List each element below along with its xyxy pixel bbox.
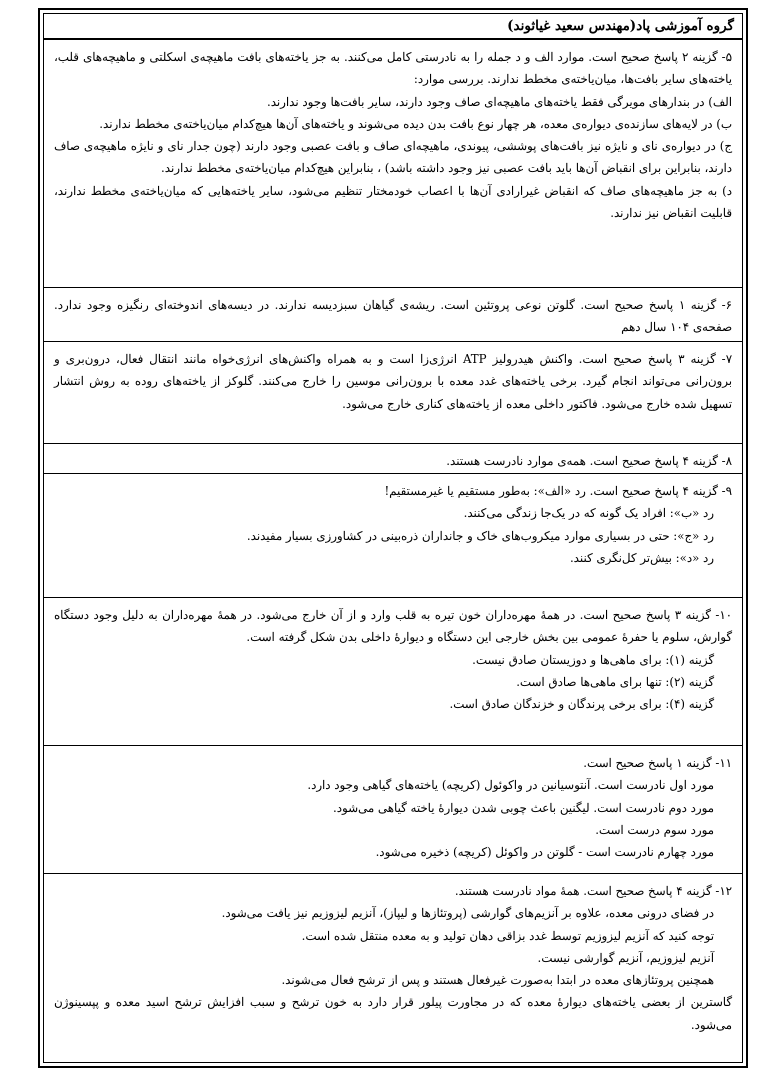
answer-9-title: ۹- گزینه ۴ پاسخ صحیح است. رد «الف»: به‌طور مستقیم یا غیرمستقیم! bbox=[384, 484, 732, 498]
answer-10 bbox=[44, 598, 742, 746]
page bbox=[38, 8, 748, 1068]
answer-10-text: ۱۰- گزینه ۳ پاسخ صحیح است. در همهٔ مهره‌داران خون تیره به قلب وارد و از آن خارج می‌شود. در همهٔ مهره‌داران به دلیل وجود دستگاه گوارش، سلوم یا حفرهٔ عمومی بین بخش خارجی این دستگاه و دیوارهٔ داخلی بدن شکل گرفته است. bbox=[54, 608, 732, 645]
page-frame bbox=[43, 13, 743, 1063]
answer-7-text: ۷- گزینه ۳ پاسخ صحیح است. واکنش هیدرولیز ATP انرژی‌زا است و به همراه واکنش‌های انرژی‌خواه مانند انتقال فعال، درون‌بری و برون‌رانی می‌تواند انجام گیرد. برخی یاخته‌های غدد معده با برون‌رانی موسین را خارج می‌کنند. گلوکز از یاخته‌های روده به روش انتشار تسهیل شده خارج می‌شود. فاکتور داخلی معده از یاخته‌های کناری خارج می‌شود. bbox=[54, 352, 733, 411]
answer-11-title: ۱۱- گزینه ۱ پاسخ صحیح است. bbox=[583, 756, 732, 770]
answer-8 bbox=[44, 444, 742, 474]
answer-12-item: گاسترین از بعضی یاخته‌های دیوارهٔ معده که در مجاورت پیلور قرار دارد به خون ترشح و سبب افزایش ترشح اسید معده و پپسینوژن می‌شود. bbox=[54, 995, 732, 1032]
answer-12 bbox=[44, 874, 742, 1042]
answer-5-item-dal: د) به جز ماهیچه‌های صاف که انقباض غیرارادی آن‌ها با اعصاب خودمختار تنظیم می‌شود، سایر یاخته‌هایی که میان‌یاخته‌ی مخطط ندارند، قابلیت انقباض نیز ندارند. bbox=[54, 183, 732, 221]
page-header bbox=[44, 14, 742, 40]
answer-9-item: رد «ب»: افراد یک گونه که در یک‌جا زندگی می‌کنند. bbox=[463, 506, 714, 521]
answer-12-item: در فضای درونی معده، علاوه بر آنزیم‌های گوارشی (پروتئازها و لیپاز)، آنزیم لیزوزیم نیز یافت می‌شود. bbox=[221, 906, 714, 921]
answer-7 bbox=[44, 342, 742, 444]
answer-5 bbox=[44, 40, 742, 288]
answer-5-item-alef: الف) در بندارهای مویرگی فقط یاخته‌های ماهیچه‌ای صاف وجود دارند، سایر بافت‌ها وجود ندارند. bbox=[266, 94, 732, 109]
answer-11-item: مورد سوم درست است. bbox=[595, 822, 714, 837]
answer-5-item-jim: ج) در دیواره‌ی نای و نایژه نیز بافت‌های پوششی، پیوندی، ماهیچه‌ای صاف و بافت عصبی وجود دارند (چون جدار نای و نایژه ماهیچه‌ی صاف دارند، بنابراین برای انقباض آن‌ها باید بافت عصبی نیز وجود داشته باشد) ، بنابراین هیچ‌کدام میان‌یاخته‌ی مخطط ندارند. bbox=[54, 139, 732, 176]
header-title: گروه آموزشی پاد(مهندس سعید غیاثوند) bbox=[507, 18, 734, 34]
answer-8-text: ۸- گزینه ۴ پاسخ صحیح است. همه‌ی موارد نادرست هستند. bbox=[446, 454, 732, 468]
answer-12-title: ۱۲- گزینه ۴ پاسخ صحیح است. همهٔ مواد نادرست هستند. bbox=[454, 884, 732, 898]
answer-6-text: ۶- گزینه ۱ پاسخ صحیح است. گلوتن نوعی پروتئین است. ریشه‌ی گیاهان سبزدیسه ندارند. در دیسه‌های اندوخته‌ای رنگیزه وجود ندارد. صفحه‌ی ۱۰۴ سال دهم bbox=[54, 298, 733, 335]
answer-10-option: گزینه (۴): برای برخی پرندگان و خزندگان صادق است. bbox=[449, 697, 714, 712]
answer-11-item: مورد چهارم نادرست است - گلوتن در واکوئل (کریچه) ذخیره می‌شود. bbox=[375, 845, 714, 860]
answer-12-item: همچنین پروتئازهای معده در ابتدا به‌صورت غیرفعال هستند و پس از ترشح فعال می‌شوند. bbox=[281, 973, 714, 988]
answer-11-item: مورد اول نادرست است. آنتوسیانین در واکوئول (کریچه) یاخته‌های گیاهی وجود دارد. bbox=[307, 778, 714, 793]
answer-9-item: رد «د»: بیش‌تر کل‌نگری کنند. bbox=[569, 550, 714, 565]
answer-12-item: آنزیم لیزوزیم، آنزیم گوارشی نیست. bbox=[537, 950, 714, 965]
answer-11-item: مورد دوم نادرست است. لیگنین باعث چوبی شدن دیوارهٔ یاخته گیاهی می‌شود. bbox=[333, 800, 714, 815]
answer-5-intro: ۵- گزینه ۲ پاسخ صحیح است. موارد الف و د جمله را به نادرستی کامل می‌کنند. به جز یاخته‌های بافت ماهیچه‌ی اسکلتی و ماهیچه‌های قلب، یاخته‌های سایر بافت‌ها، میان‌یاخته‌ی مخطط ندارند. بررسی موارد: bbox=[54, 50, 732, 87]
answer-9-item: رد «ج»: حتی در بسیاری موارد میکروب‌های خاک و جانداران ذره‌بینی در کشاورزی بسیار مفیدند. bbox=[246, 528, 714, 543]
answer-6 bbox=[44, 288, 742, 342]
answer-10-option: گزینه (۲): تنها برای ماهی‌ها صادق است. bbox=[516, 674, 714, 689]
answer-12-item: توجه کنید که آنزیم لیزوزیم توسط غدد بزاقی دهان تولید و به معده منتقل شده است. bbox=[301, 928, 714, 943]
answer-5-item-be: ب) در لایه‌های سازنده‌ی دیواره‌ی معده، هر چهار نوع بافت بدن دیده می‌شوند و یاخته‌های آن‌ها هیچ‌کدام میان‌یاخته‌ی مخطط ندارند. bbox=[99, 116, 732, 131]
answer-9 bbox=[44, 474, 742, 598]
answer-11 bbox=[44, 746, 742, 874]
answer-10-option: گزینه (۱): برای ماهی‌ها و دوزیستان صادق نیست. bbox=[472, 652, 714, 667]
